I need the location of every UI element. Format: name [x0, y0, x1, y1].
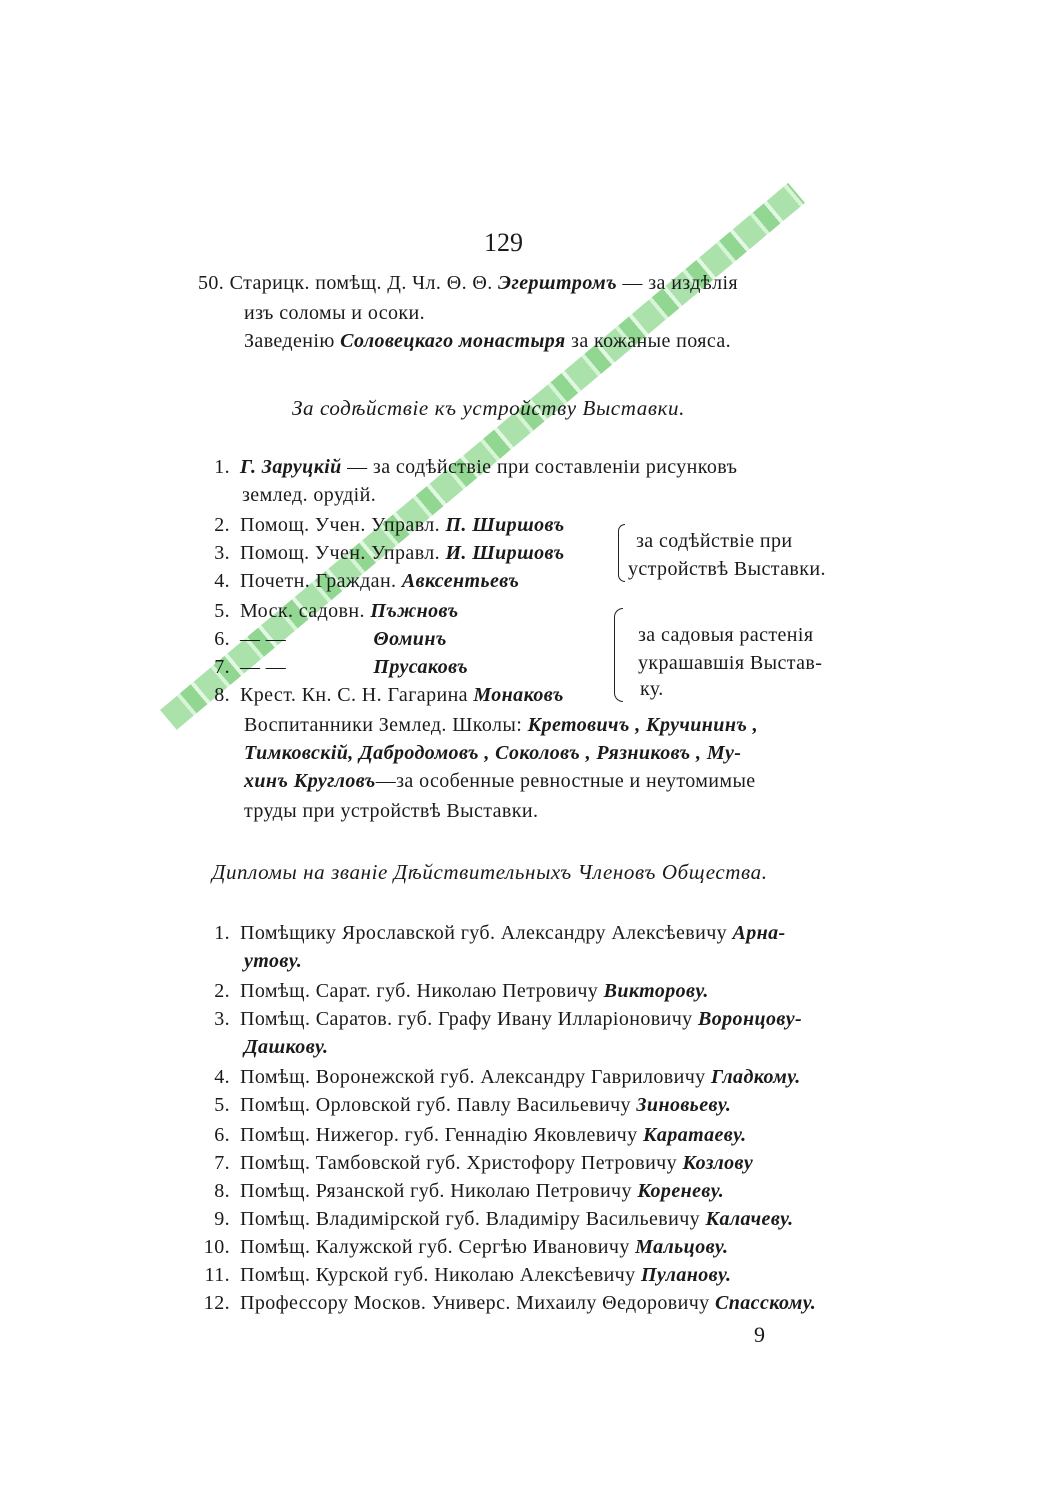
list-item — [198, 1124, 747, 1147]
pupils-line1 — [244, 714, 758, 737]
item-number: 6. — [214, 1124, 230, 1146]
item-text: Помѣщ. Курской губ. Николаю Алексѣевичу — [240, 1264, 636, 1286]
list-item — [198, 684, 564, 707]
page-number: 129 — [484, 228, 523, 257]
item-text: Моск. садовн. — [240, 600, 365, 622]
item-name: Θоминъ — [373, 628, 447, 650]
list-item — [198, 1236, 728, 1259]
list-item — [198, 922, 786, 945]
item-name: Эгерштромъ — [498, 272, 618, 294]
item-number: 1. — [214, 922, 230, 944]
item-number: 9. — [214, 1208, 230, 1230]
list-item — [198, 656, 468, 679]
list-item — [198, 1008, 802, 1031]
item-name: хинъ Кругловъ — [244, 770, 376, 792]
pupils-line3 — [244, 770, 756, 793]
item-number: 50. — [198, 272, 225, 294]
item-number: 5. — [214, 600, 230, 622]
item-text: Помѣщику Ярославской губ. Александру Алексѣевичу — [240, 922, 728, 944]
item-text: Помѣщ. Рязанской губ. Николаю Петровичу — [240, 1180, 632, 1202]
group-b-note-line3: ку. — [640, 678, 664, 700]
item-number: 5. — [214, 1094, 230, 1116]
item-name: Пъжновъ — [370, 600, 459, 622]
item-number: 11. — [204, 1264, 230, 1286]
item-text: — за содѣйствіе при составленіи рисунковъ — [347, 456, 738, 478]
item-text: Помѣщ. Воронежской губ. Александру Гавриловичу — [240, 1066, 706, 1088]
group-a-note-line1: за содѣйствіе при — [636, 530, 793, 552]
item-text: Профессору Москов. Универс. Михаилу Θедоровичу — [240, 1292, 710, 1314]
item-number: 4. — [214, 570, 230, 592]
list-item — [198, 456, 737, 479]
item-text: Помѣщ. Калужской губ. Сергѣю Ивановичу — [240, 1236, 630, 1258]
list-item — [198, 1066, 801, 1089]
item-name: Калачеву. — [705, 1208, 794, 1230]
item-text: Помѣщ. Саратов. губ. Графу Ивану Илларіоновичу — [240, 1008, 693, 1030]
item-name: Пуланову. — [640, 1264, 732, 1286]
item-name: Козлову — [682, 1152, 754, 1174]
section-heading-exhibition: За содѣйствіе къ устройству Выставки. — [292, 396, 685, 420]
list-item — [198, 1152, 753, 1175]
brace-group-b — [614, 608, 623, 702]
list-item — [198, 514, 565, 537]
item-number: 10. — [203, 1236, 230, 1258]
item-number: 2. — [214, 514, 230, 536]
list-item — [198, 542, 565, 565]
pupils-line2: Тимковскій, Дабродомовъ , Соколовъ , Рязниковъ , Му- — [244, 742, 742, 764]
item-50-line2: изъ соломы и осоки. — [244, 302, 426, 324]
group-b-note-line2: украшавшія Выстав- — [638, 652, 823, 674]
item-number: 6. — [214, 628, 230, 650]
item-name: Кореневу. — [637, 1180, 725, 1202]
item-text: Крест. Кн. С. Н. Гагарина — [240, 684, 468, 706]
item-text: Помощ. Учен. Управл. — [240, 514, 441, 536]
item-number: 1. — [214, 456, 230, 478]
item-number: 8. — [214, 1180, 230, 1202]
item-text: Помѣщ. Сарат. губ. Николаю Петровичу — [240, 980, 599, 1002]
item-number: 12. — [203, 1292, 230, 1314]
item-50-line1 — [198, 272, 738, 295]
item-name: И. Ширшовъ — [445, 542, 565, 564]
list-item — [198, 1264, 731, 1287]
group-b-note-line1: за садовыя растенія — [638, 624, 814, 646]
list-item-continuation: Дашкову. — [244, 1036, 329, 1058]
item-text: — — — [240, 628, 287, 650]
item-text: Почетн. Граждан. — [240, 570, 397, 592]
group-a-note-line2: устройствѣ Выставки. — [628, 558, 826, 580]
item-name: Спасскому. — [715, 1292, 817, 1314]
item-text: —за особенные ревностные и неутомимые — [375, 770, 756, 792]
list-item-continuation: утову. — [244, 950, 303, 972]
item-text: — — — [240, 656, 287, 678]
list-item — [198, 1292, 816, 1315]
item-text: Заведенію — [244, 330, 335, 352]
item-text: за кожаные пояса. — [571, 330, 732, 352]
item-text: Помѣщ. Тамбовской губ. Христофору Петровичу — [240, 1152, 678, 1174]
list-item — [198, 628, 447, 651]
item-name: Соловецкаго монастыря — [340, 330, 566, 352]
item-name: Монаковъ — [473, 684, 564, 706]
pupils-line4: труды при устройствѣ Выставки. — [244, 800, 539, 822]
item-number: 8. — [214, 684, 230, 706]
brace-group-a — [618, 524, 625, 582]
list-item-continuation: землед. орудій. — [242, 484, 377, 506]
item-text: Помѣщ. Орловской губ. Павлу Васильевичу — [240, 1094, 631, 1116]
list-item — [198, 600, 459, 623]
list-item — [198, 1208, 794, 1231]
item-name: Викторову. — [603, 980, 709, 1002]
item-50-line3 — [244, 330, 731, 353]
item-name: Арна- — [732, 922, 786, 944]
item-name: П. Ширшовъ — [445, 514, 565, 536]
item-text: Помощ. Учен. Управл. — [240, 542, 441, 564]
item-text: Помѣщ. Нижегор. губ. Геннадію Яковлевичу — [240, 1124, 638, 1146]
list-item — [198, 1094, 731, 1117]
item-name: Прусаковъ — [373, 656, 469, 678]
section-heading-diplomas: Дипломы на званіе Дѣйствительныхъ Членовъ Общества. — [212, 860, 768, 884]
item-text: Старицк. помѣщ. Д. Чл. Θ. Θ. — [229, 272, 493, 294]
item-name: Мальцову. — [635, 1236, 729, 1258]
item-number: 3. — [214, 1008, 230, 1030]
item-text: Помѣщ. Владимірской губ. Владиміру Васильевичу — [240, 1208, 701, 1230]
item-name: Гладкому. — [710, 1066, 801, 1088]
item-name: Воронцову- — [698, 1008, 803, 1030]
item-name: Зиновьеву. — [636, 1094, 732, 1116]
item-name: Г. Заруцкій — [240, 456, 342, 478]
list-item — [198, 1180, 724, 1203]
item-number: 2. — [214, 980, 230, 1002]
item-name: Авксентьевъ — [401, 570, 520, 592]
item-name: Каратаеву. — [642, 1124, 747, 1146]
signature-mark: 9 — [754, 1322, 765, 1347]
item-number: 7. — [214, 1152, 230, 1174]
list-item — [198, 570, 519, 593]
item-name: Кретовичъ , Кручининъ , — [527, 714, 759, 736]
item-text: Воспитанники Землед. Школы: — [244, 714, 523, 736]
item-number: 4. — [214, 1066, 230, 1088]
list-item — [198, 980, 709, 1003]
item-text: — за издѣлія — [622, 272, 739, 294]
item-number: 3. — [214, 542, 230, 564]
item-number: 7. — [214, 656, 230, 678]
